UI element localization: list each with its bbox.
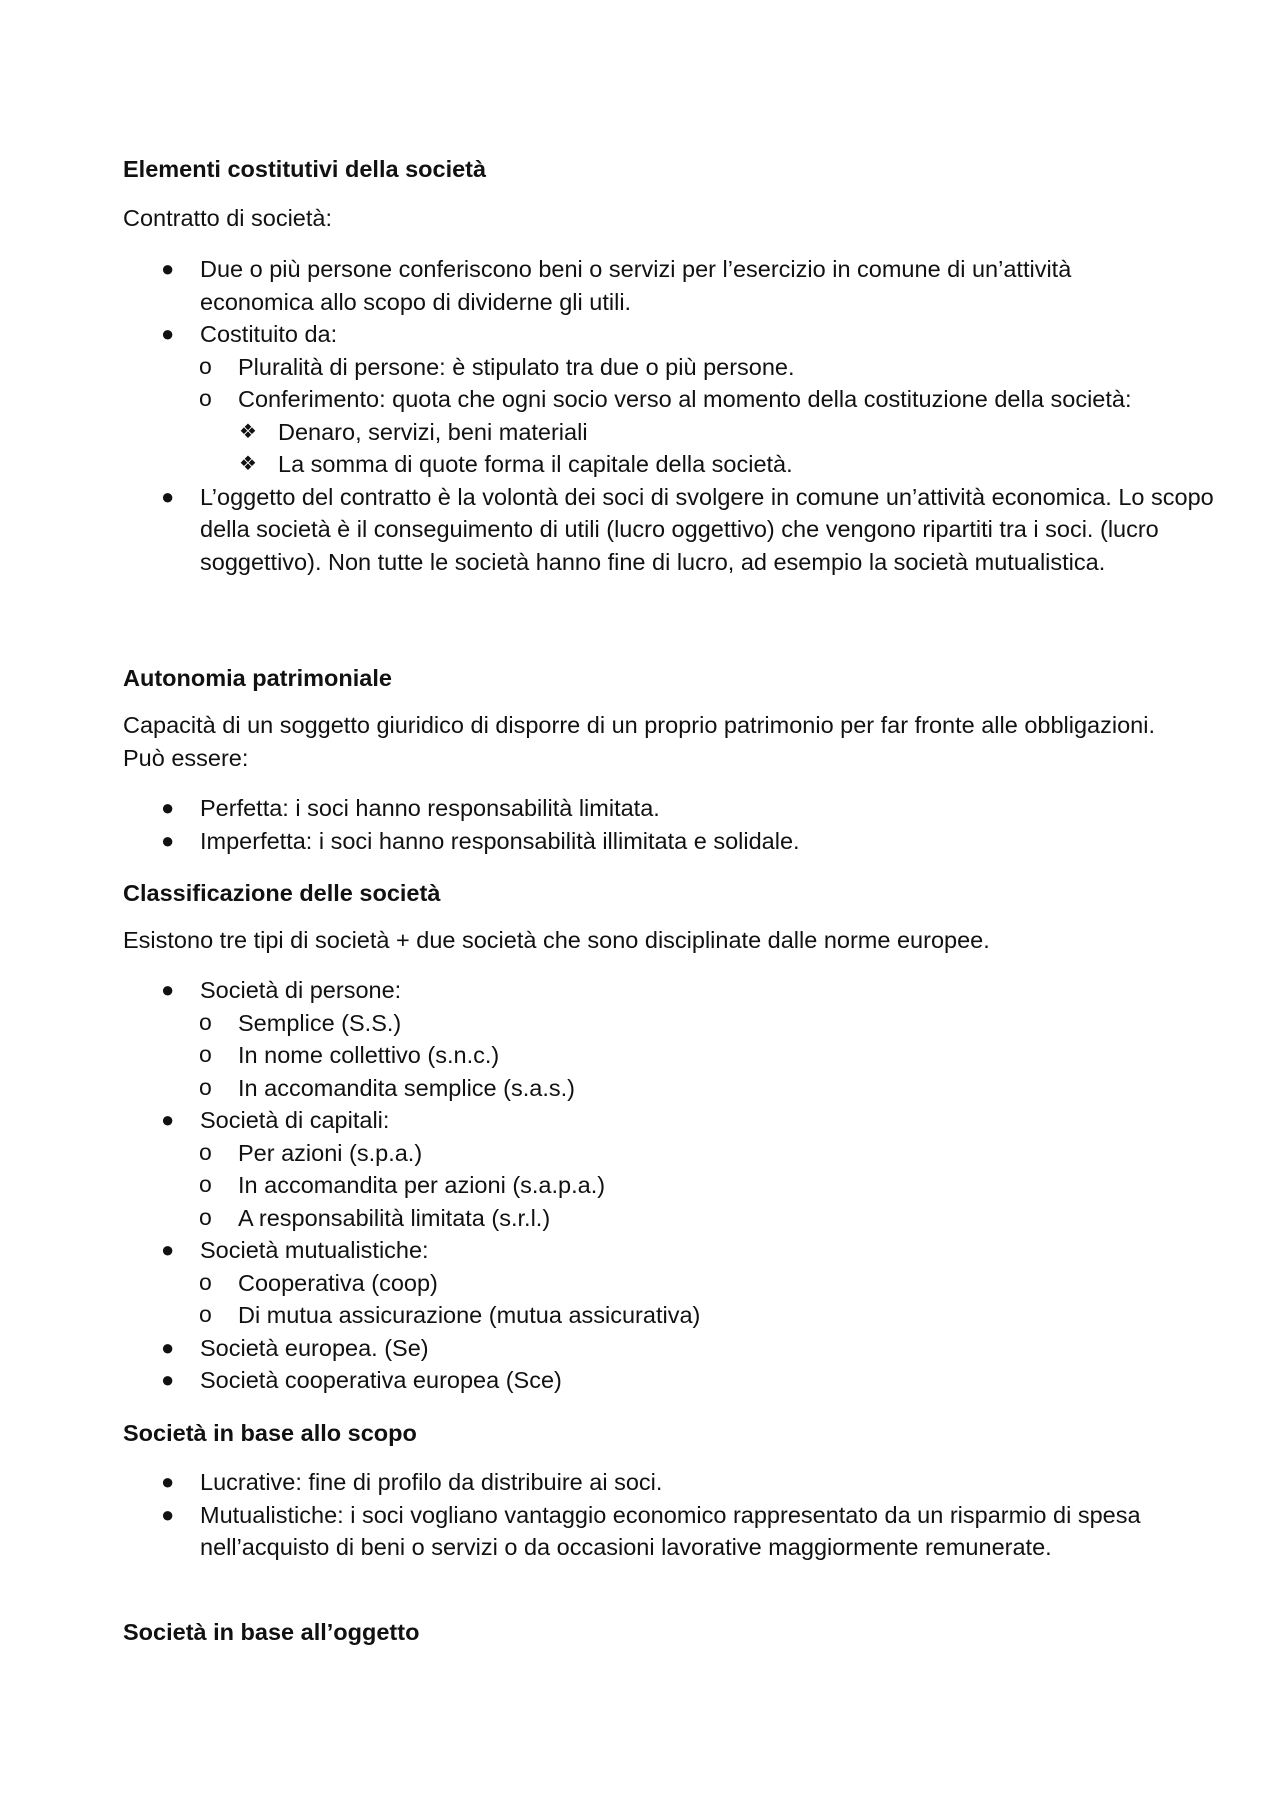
heading-autonomia-patrimoniale: Autonomia patrimoniale [123, 665, 392, 691]
list-item: ● Società mutualistiche: [123, 1234, 1183, 1267]
list-item: ● Imperfetta: i soci hanno responsabilità illimitata e solidale. [123, 825, 1183, 858]
bullet-icon: ● [161, 1501, 175, 1527]
list-item: o Pluralità di persone: è stipulato tra due o più persone. [123, 351, 1173, 384]
bullet-icon: ● [161, 1237, 175, 1262]
list-item: ❖ Denaro, servizi, beni materiali [123, 416, 1173, 449]
list-item: o In accomandita semplice (s.a.s.) [123, 1072, 1183, 1105]
list-item: o In nome collettivo (s.n.c.) [123, 1039, 1183, 1072]
bullet-icon: ● [161, 1107, 175, 1132]
bullet-icon: ● [161, 321, 175, 346]
circle-bullet-icon: o [199, 1268, 212, 1295]
circle-bullet-icon: o [199, 1203, 212, 1230]
diamond-bullet-icon: ❖ [239, 420, 257, 443]
list-item: o A responsabilità limitata (s.r.l.) [123, 1202, 1183, 1235]
list-item: ● Costituito da: [123, 318, 1173, 351]
circle-bullet-icon: o [199, 1008, 212, 1035]
list-item: o Conferimento: quota che ogni socio verso al momento della costituzione della società: [123, 383, 1198, 416]
list-item: ● Società di capitali: [123, 1104, 1183, 1137]
list-scopo [123, 1466, 1173, 1564]
list-item: ● Lucrative: fine di profilo da distribuire ai soci. [123, 1466, 1173, 1499]
list-item: ● Società cooperativa europea (Sce) [123, 1364, 1183, 1397]
list-classificazione [123, 974, 1183, 1397]
circle-bullet-icon: o [199, 1171, 212, 1197]
bullet-icon: ● [161, 483, 175, 509]
circle-bullet-icon: o [199, 1138, 212, 1165]
heading-classificazione: Classificazione delle società [123, 880, 441, 906]
list-item: ● Mutualistiche: i soci vogliano vantaggio economico rappresentato da un risparmio di spesa nell’acquisto di beni o servizi o da occasioni lavorative maggiormente remunerate. [123, 1499, 1173, 1564]
diamond-bullet-icon: ❖ [239, 453, 257, 475]
paragraph-classificazione: Esistono tre tipi di società + due società che sono disciplinate dalle norme europee. [123, 927, 990, 953]
bullet-icon: ● [161, 256, 175, 281]
list-item: ❖ La somma di quote forma il capitale della società. [123, 448, 1173, 481]
paragraph-autonomia: Capacità di un soggetto giuridico di disporre di un proprio patrimonio per far fronte alle obbligazioni. Può essere: [123, 712, 1155, 771]
paragraph-contratto: Contratto di società: [123, 205, 332, 231]
bullet-icon: ● [161, 1367, 175, 1392]
list-item: o Di mutua assicurazione (mutua assicurativa) [123, 1299, 1183, 1332]
circle-bullet-icon: o [199, 1041, 212, 1067]
heading-in-base-allo-scopo: Società in base allo scopo [123, 1420, 417, 1446]
list-item: o Cooperativa (coop) [123, 1267, 1183, 1300]
list-item: ● Società europea. (Se) [123, 1332, 1183, 1365]
list-item: ● Società di persone: [123, 974, 1183, 1007]
bullet-icon: ● [161, 795, 175, 820]
bullet-icon: ● [161, 977, 175, 1002]
list-item: ● L’oggetto del contratto è la volontà dei soci di svolgere in comune un’attività economica. Lo scopo della società è il conseguimento di utili (lucro oggettivo) che vengono ripartiti tra i soci. (lucro soggettivo). Non tutte le società hanno fine di lucro, ad esempio la società mutualistica. [123, 481, 1250, 579]
circle-bullet-icon: o [199, 352, 212, 379]
heading-in-base-all-oggetto: Società in base all’oggetto [123, 1619, 420, 1645]
heading-elementi-costitutivi: Elementi costitutivi della società [123, 156, 487, 182]
list-item: o Per azioni (s.p.a.) [123, 1137, 1183, 1170]
bullet-icon: ● [161, 1469, 175, 1494]
list-item: o Semplice (S.S.) [123, 1007, 1183, 1040]
circle-bullet-icon: o [199, 1073, 212, 1100]
list-autonomia [123, 792, 1183, 857]
list-contratto [123, 253, 1214, 578]
list-item: o In accomandita per azioni (s.a.p.a.) [123, 1169, 1183, 1202]
bullet-icon: ● [161, 827, 175, 853]
list-item: ● Perfetta: i soci hanno responsabilità limitata. [123, 792, 1183, 825]
bullet-icon: ● [161, 1334, 175, 1360]
circle-bullet-icon: o [199, 385, 212, 411]
list-item: ● Due o più persone conferiscono beni o servizi per l’esercizio in comune di un’attività economica allo scopo di dividerne gli utili. [123, 253, 1173, 318]
circle-bullet-icon: o [199, 1301, 212, 1327]
